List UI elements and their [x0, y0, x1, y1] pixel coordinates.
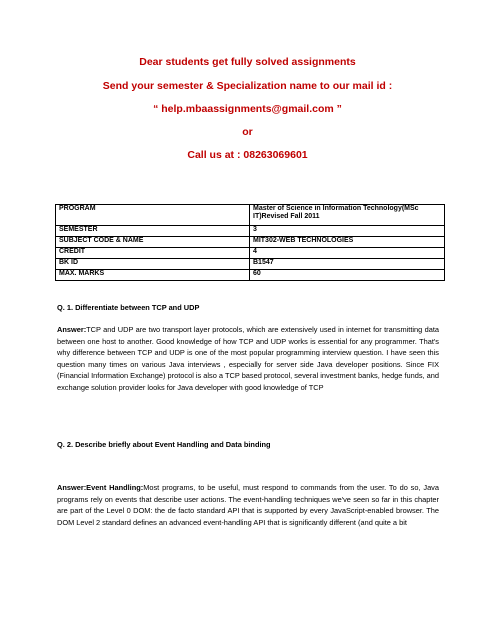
row-label: CREDIT — [56, 248, 250, 259]
row-label: SEMESTER — [56, 226, 250, 237]
row-value: 3 — [250, 226, 445, 237]
table-row — [56, 226, 445, 237]
promo-email: “ help.mbaassignments@gmail.com ” — [153, 103, 342, 115]
answer-1 — [57, 324, 439, 436]
row-label: MAX. MARKS — [56, 270, 250, 281]
question-2-title: Q. 2. Describe briefly about Event Handling and Data binding — [57, 440, 271, 449]
row-value: MIT302-WEB TECHNOLOGIES — [250, 237, 445, 248]
row-value: 60 — [250, 270, 445, 281]
answer-1-text: TCP and UDP are two transport layer protocols, which are extensively used in internet for transmitting data between one host to another. Good knowledge of how TCP and UDP works is essential for any programmer. That's why difference between TCP and UDP is one of the most popular programming interview question. I have seen this question many times on various Java interviews , especially for server side Java developer positions. Since FIX (Financial Information Exchange) protocol is also a TCP based protocol, several investment banks, hedge funds, and exchange solution provider looks for Java developer with good knowledge of TCP — [57, 325, 439, 392]
question-1-title: Q. 1. Differentiate between TCP and UDP — [57, 303, 200, 312]
row-label: SUBJECT CODE & NAME — [56, 237, 250, 248]
row-value: Master of Science in Information Technology(MSc IT)Revised Fall 2011 — [250, 205, 445, 226]
promo-line-2: Send your semester & Specialization name to our mail id : — [102, 80, 393, 92]
promo-line-1: Dear students get fully solved assignments — [139, 56, 356, 68]
assignment-info-table — [55, 204, 445, 281]
table-row — [56, 248, 445, 259]
table-row — [56, 237, 445, 248]
row-value: B1547 — [250, 259, 445, 270]
table-row — [56, 205, 445, 226]
table-row — [56, 259, 445, 270]
promo-or: or — [242, 126, 253, 138]
answer-1-lead: Answer: — [57, 325, 87, 334]
answer-2-text: Most programs, to be useful, must respond to commands from the user. To do so, Java programs rely on events that describe user actions. The event-handling techniques we've seen so far in this chapter are part of the Level 0 DOM: the de facto standard API that is supported by every JavaScript-enabled browser. The DOM Level 2 standard defines an advanced event-handling API that is significantly different (and quite a bit — [57, 483, 439, 527]
row-label: BK ID — [56, 259, 250, 270]
answer-2-lead: Answer:Event Handling: — [57, 483, 144, 492]
table-row — [56, 270, 445, 281]
row-value: 4 — [250, 248, 445, 259]
promo-phone: Call us at : 08263069601 — [187, 149, 308, 161]
answer-2 — [57, 482, 439, 562]
row-label: PROGRAM — [56, 205, 250, 226]
